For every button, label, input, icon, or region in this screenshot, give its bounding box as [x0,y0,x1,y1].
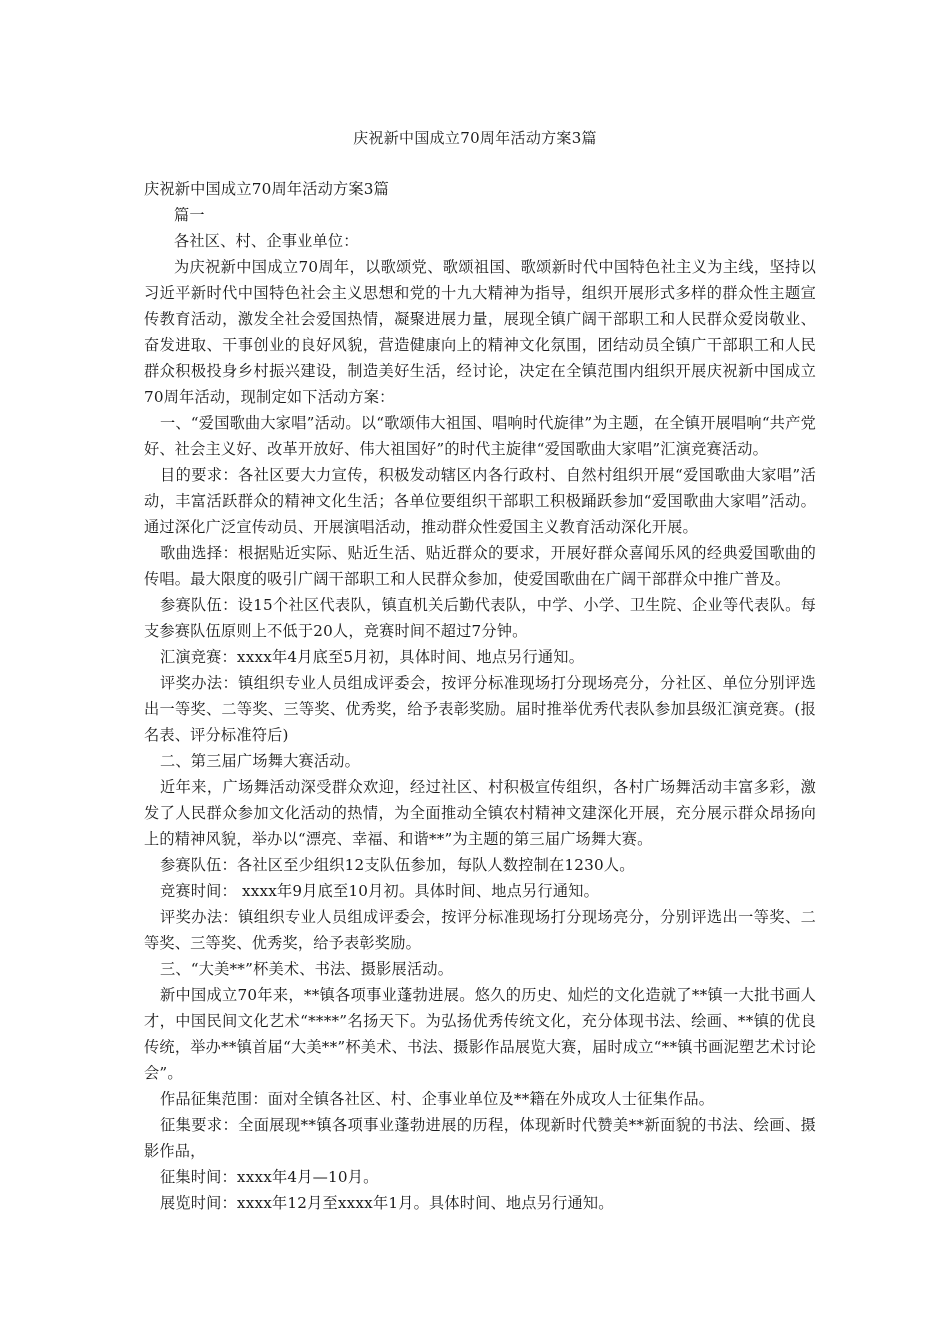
paragraph: 参赛队伍：设15个社区代表队，镇直机关后勤代表队，中学、小学、卫生院、企业等代表队。每支参赛队伍原则上不低于20人，竞赛时间不超过7分钟。 [144,596,816,640]
addressee: 各社区、村、企事业单位： [174,232,359,250]
paragraph: 征集要求：全面展现**镇各项事业蓬勃进展的历程，体现新时代赞美**新面貌的书法、绘画、摄影作品， [144,1116,816,1160]
paragraph: 为庆祝新中国成立70周年，以歌颂党、歌颂祖国、歌颂新时代中国特色社主义为主线，坚持以习近平新时代中国特色社会主义思想和党的十九大精神为指导，组织开展形式多样的群众性主题宣传教育活动，激发全社会爱国热情，凝聚进展力量，展现全镇广阔干部职工和人民群众爱岗敬业、奋发进取、干事创业的良好风貌，营造健康向上的精神文化氛围，团结动员全镇广干部职工和人民群众积极投身乡村振兴建设，制造美好生活，经讨论，决定在全镇范围内组织开展庆祝新中国成立70周年活动，现制定如下活动方案： [144,258,816,406]
paragraph: 三、“大美**”杯美术、书法、摄影展活动。 [160,960,454,978]
paragraph: 作品征集范围：面对全镇各社区、村、企事业单位及**籍在外成攻人士征集作品。 [160,1090,715,1108]
paragraph: 一、“爱国歌曲大家唱”活动。以“歌颂伟大祖国、唱响时代旋律”为主题，在全镇开展唱响“共产党好、社会主义好、改革开放好、伟大祖国好”的时代主旋律“爱国歌曲大家唱”汇演竞赛活动。 [144,414,816,458]
paragraph: 二、第三届广场舞大赛活动。 [160,752,361,770]
paragraph: 征集时间：xxxx年4月—10月。 [160,1168,379,1186]
document-heading: 庆祝新中国成立70周年活动方案3篇 [144,180,390,198]
paragraph: 汇演竞赛：xxxx年4月底至5月初，具体时间、地点另行通知。 [160,648,585,666]
paragraph: 评奖办法：镇组织专业人员组成评委会，按评分标准现场打分现场亮分，分别评选出一等奖、二等奖、三等奖、优秀奖，给予表彰奖励。 [144,908,816,952]
document-body [144,176,816,1216]
paragraph: 竞赛时间： xxxx年9月底至10月初。具体时间、地点另行通知。 [160,882,599,900]
part-label: 篇一 [174,206,205,224]
paragraph: 近年来，广场舞活动深受群众欢迎，经过社区、村积极宣传组织，各村广场舞活动丰富多彩，激发了人民群众参加文化活动的热情，为全面推动全镇农村精神文建深化开展，充分展示群众昂扬向上的精神风貌，举办以“漂亮、幸福、和谐**”为主题的第三届广场舞大赛。 [144,778,816,848]
paragraph: 目的要求：各社区要大力宣传，积极发动辖区内各行政村、自然村组织开展“爱国歌曲大家唱”活动，丰富活跃群众的精神文化生活；各单位要组织干部职工积极踊跃参加“爱国歌曲大家唱”活动。通过深化广泛宣传动员、开展演唱活动，推动群众性爱国主义教育活动深化开展。 [144,466,816,536]
paragraph: 参赛队伍：各社区至少组织12支队伍参加，每队人数控制在1230人。 [160,856,635,874]
paragraph: 评奖办法：镇组织专业人员组成评委会，按评分标准现场打分现场亮分，分社区、单位分别评选出一等奖、二等奖、三等奖、优秀奖，给予表彰奖励。届时推举优秀代表队参加县级汇演竞赛。(报名表、评分标准符后) [144,674,816,744]
paragraph: 歌曲选择：根据贴近实际、贴近生活、贴近群众的要求，开展好群众喜闻乐风的经典爱国歌曲的传唱。最大限度的吸引广阔干部职工和人民群众参加，使爱国歌曲在广阔干部群众中推广普及。 [144,544,816,588]
paragraph: 展览时间：xxxx年12月至xxxx年1月。具体时间、地点另行通知。 [160,1194,614,1212]
document-title: 庆祝新中国成立70周年活动方案3篇 [353,129,597,147]
paragraph: 新中国成立70年来，**镇各项事业蓬勃进展。悠久的历史、灿烂的文化造就了**镇一大批书画人才，中国民间文化艺术“****”名扬天下。为弘扬优秀传统文化，充分体现书法、绘画、**镇的优良传统，举办**镇首届“大美**”杯美术、书法、摄影作品展览大赛，届时成立“**镇书画泥塑艺术讨论会”。 [144,986,816,1082]
